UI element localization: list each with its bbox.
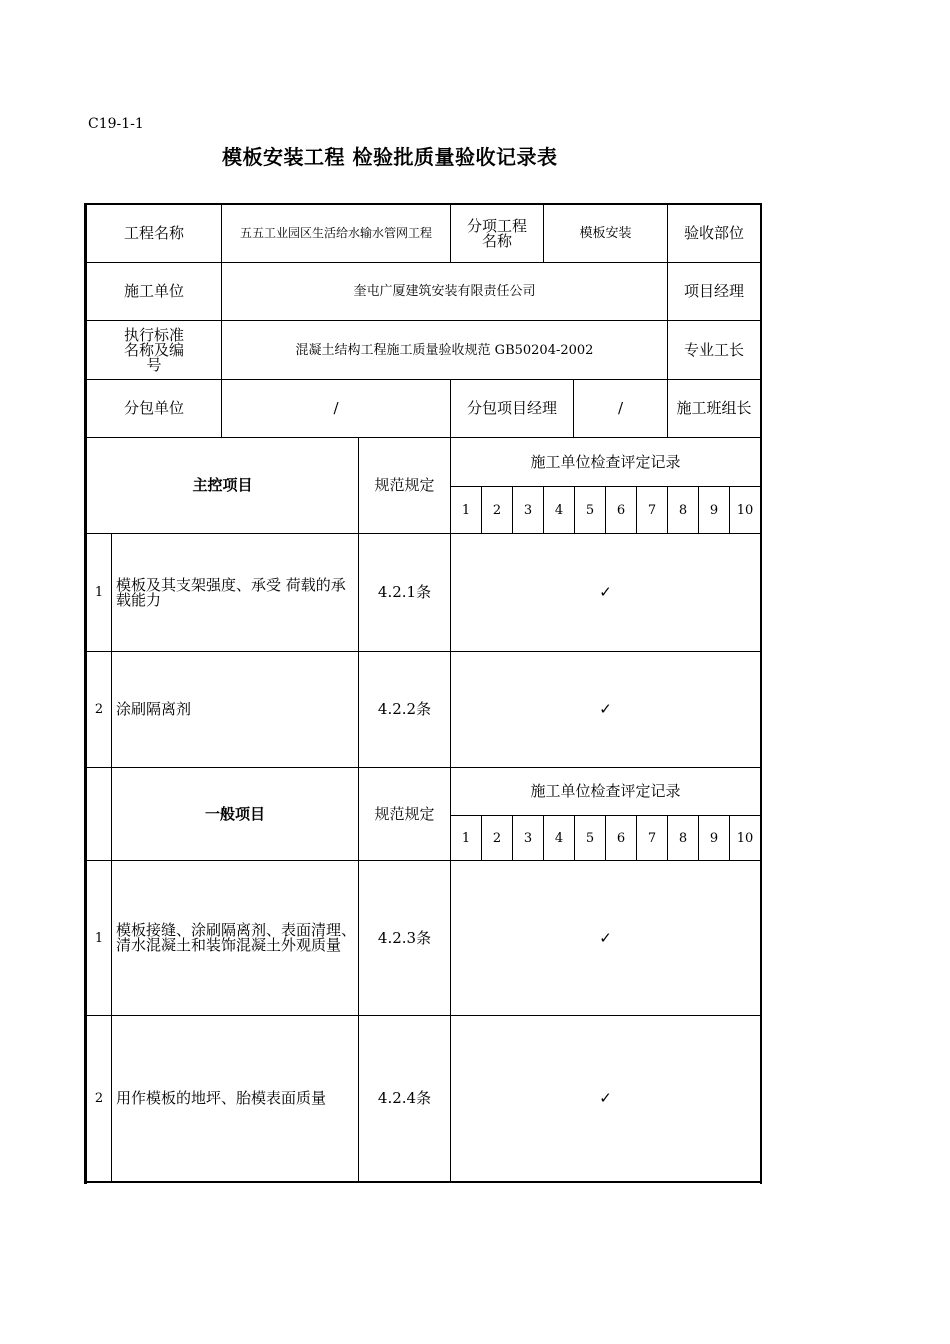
check-number: 9	[709, 830, 719, 846]
project-name-label: 工程名称	[123, 224, 184, 242]
sub-item-value: 模板安装	[579, 226, 632, 241]
item-number: 1	[94, 930, 104, 946]
check-number: 2	[492, 502, 502, 518]
check-mark: ✓	[599, 700, 612, 718]
check-number: 9	[709, 502, 719, 518]
sub-pm-label: 分包项目经理	[466, 399, 557, 417]
item-spec: 4.2.1条	[377, 583, 432, 601]
item-spec: 4.2.3条	[377, 928, 432, 947]
item-number: 2	[94, 702, 104, 717]
item-number: 1	[94, 585, 104, 600]
form-code: C19-1-1	[88, 116, 144, 132]
main-control-label: 主控项目	[192, 476, 253, 494]
page-title: 模板安装工程 检验批质量验收记录表	[222, 145, 558, 169]
item-description: 模板及其支架强度、承受 荷载的承载能力	[116, 575, 346, 609]
check-number: 6	[616, 830, 626, 846]
contractor-value: 奎屯广厦建筑安装有限责任公司	[353, 284, 536, 299]
main-record-label: 施工单位检查评定记录	[530, 452, 681, 471]
check-number: 5	[585, 830, 595, 846]
sub-item-label: 分项工程名称	[466, 216, 527, 250]
check-number: 3	[523, 830, 533, 846]
project-name-value: 五五工业园区生活给水输水管网工程	[239, 226, 432, 240]
check-number: 1	[461, 830, 471, 846]
standard-value: 混凝土结构工程施工质量验收规范 GB50204-2002	[295, 342, 594, 358]
general-record-label: 施工单位检查评定记录	[530, 782, 681, 800]
check-mark: ✓	[599, 583, 612, 601]
team-leader-label: 施工班组长	[676, 399, 752, 417]
check-number: 2	[492, 830, 502, 846]
project-manager-label: 项目经理	[683, 282, 744, 300]
item-number: 2	[94, 1091, 104, 1106]
item-spec: 4.2.2条	[377, 700, 432, 718]
check-mark: ✓	[599, 1089, 612, 1107]
general-label: 一般项目	[204, 804, 265, 823]
contractor-label: 施工单位	[123, 282, 184, 300]
check-number: 4	[554, 830, 564, 846]
general-spec-label: 规范规定	[374, 804, 435, 823]
check-number: 3	[523, 502, 533, 518]
check-number: 10	[736, 830, 754, 846]
subcontractor-value: /	[333, 399, 339, 417]
check-number: 8	[678, 502, 688, 518]
check-number: 7	[647, 830, 657, 846]
check-number: 6	[616, 502, 626, 518]
check-number: 1	[461, 502, 471, 518]
foreman-label: 专业工长	[683, 340, 744, 359]
main-spec-label: 规范规定	[374, 476, 435, 494]
item-description: 用作模板的地坪、胎模表面质量	[116, 1089, 327, 1107]
check-number: 4	[554, 502, 564, 518]
item-description: 模板接缝、涂刷隔离剂、表面清理、清水混凝土和装饰混凝土外观质量	[116, 921, 357, 954]
sub-pm-value: /	[617, 399, 624, 417]
check-number: 10	[736, 502, 754, 518]
check-mark: ✓	[599, 928, 612, 947]
item-description: 涂刷隔离剂	[116, 700, 192, 718]
item-spec: 4.2.4条	[377, 1089, 432, 1107]
standard-label: 执行标准名称及编号	[123, 325, 184, 374]
check-number: 7	[647, 502, 657, 518]
check-number: 5	[585, 502, 595, 518]
subcontractor-label: 分包单位	[123, 399, 184, 417]
check-number: 8	[678, 830, 688, 846]
acceptance-part-label: 验收部位	[683, 224, 744, 242]
